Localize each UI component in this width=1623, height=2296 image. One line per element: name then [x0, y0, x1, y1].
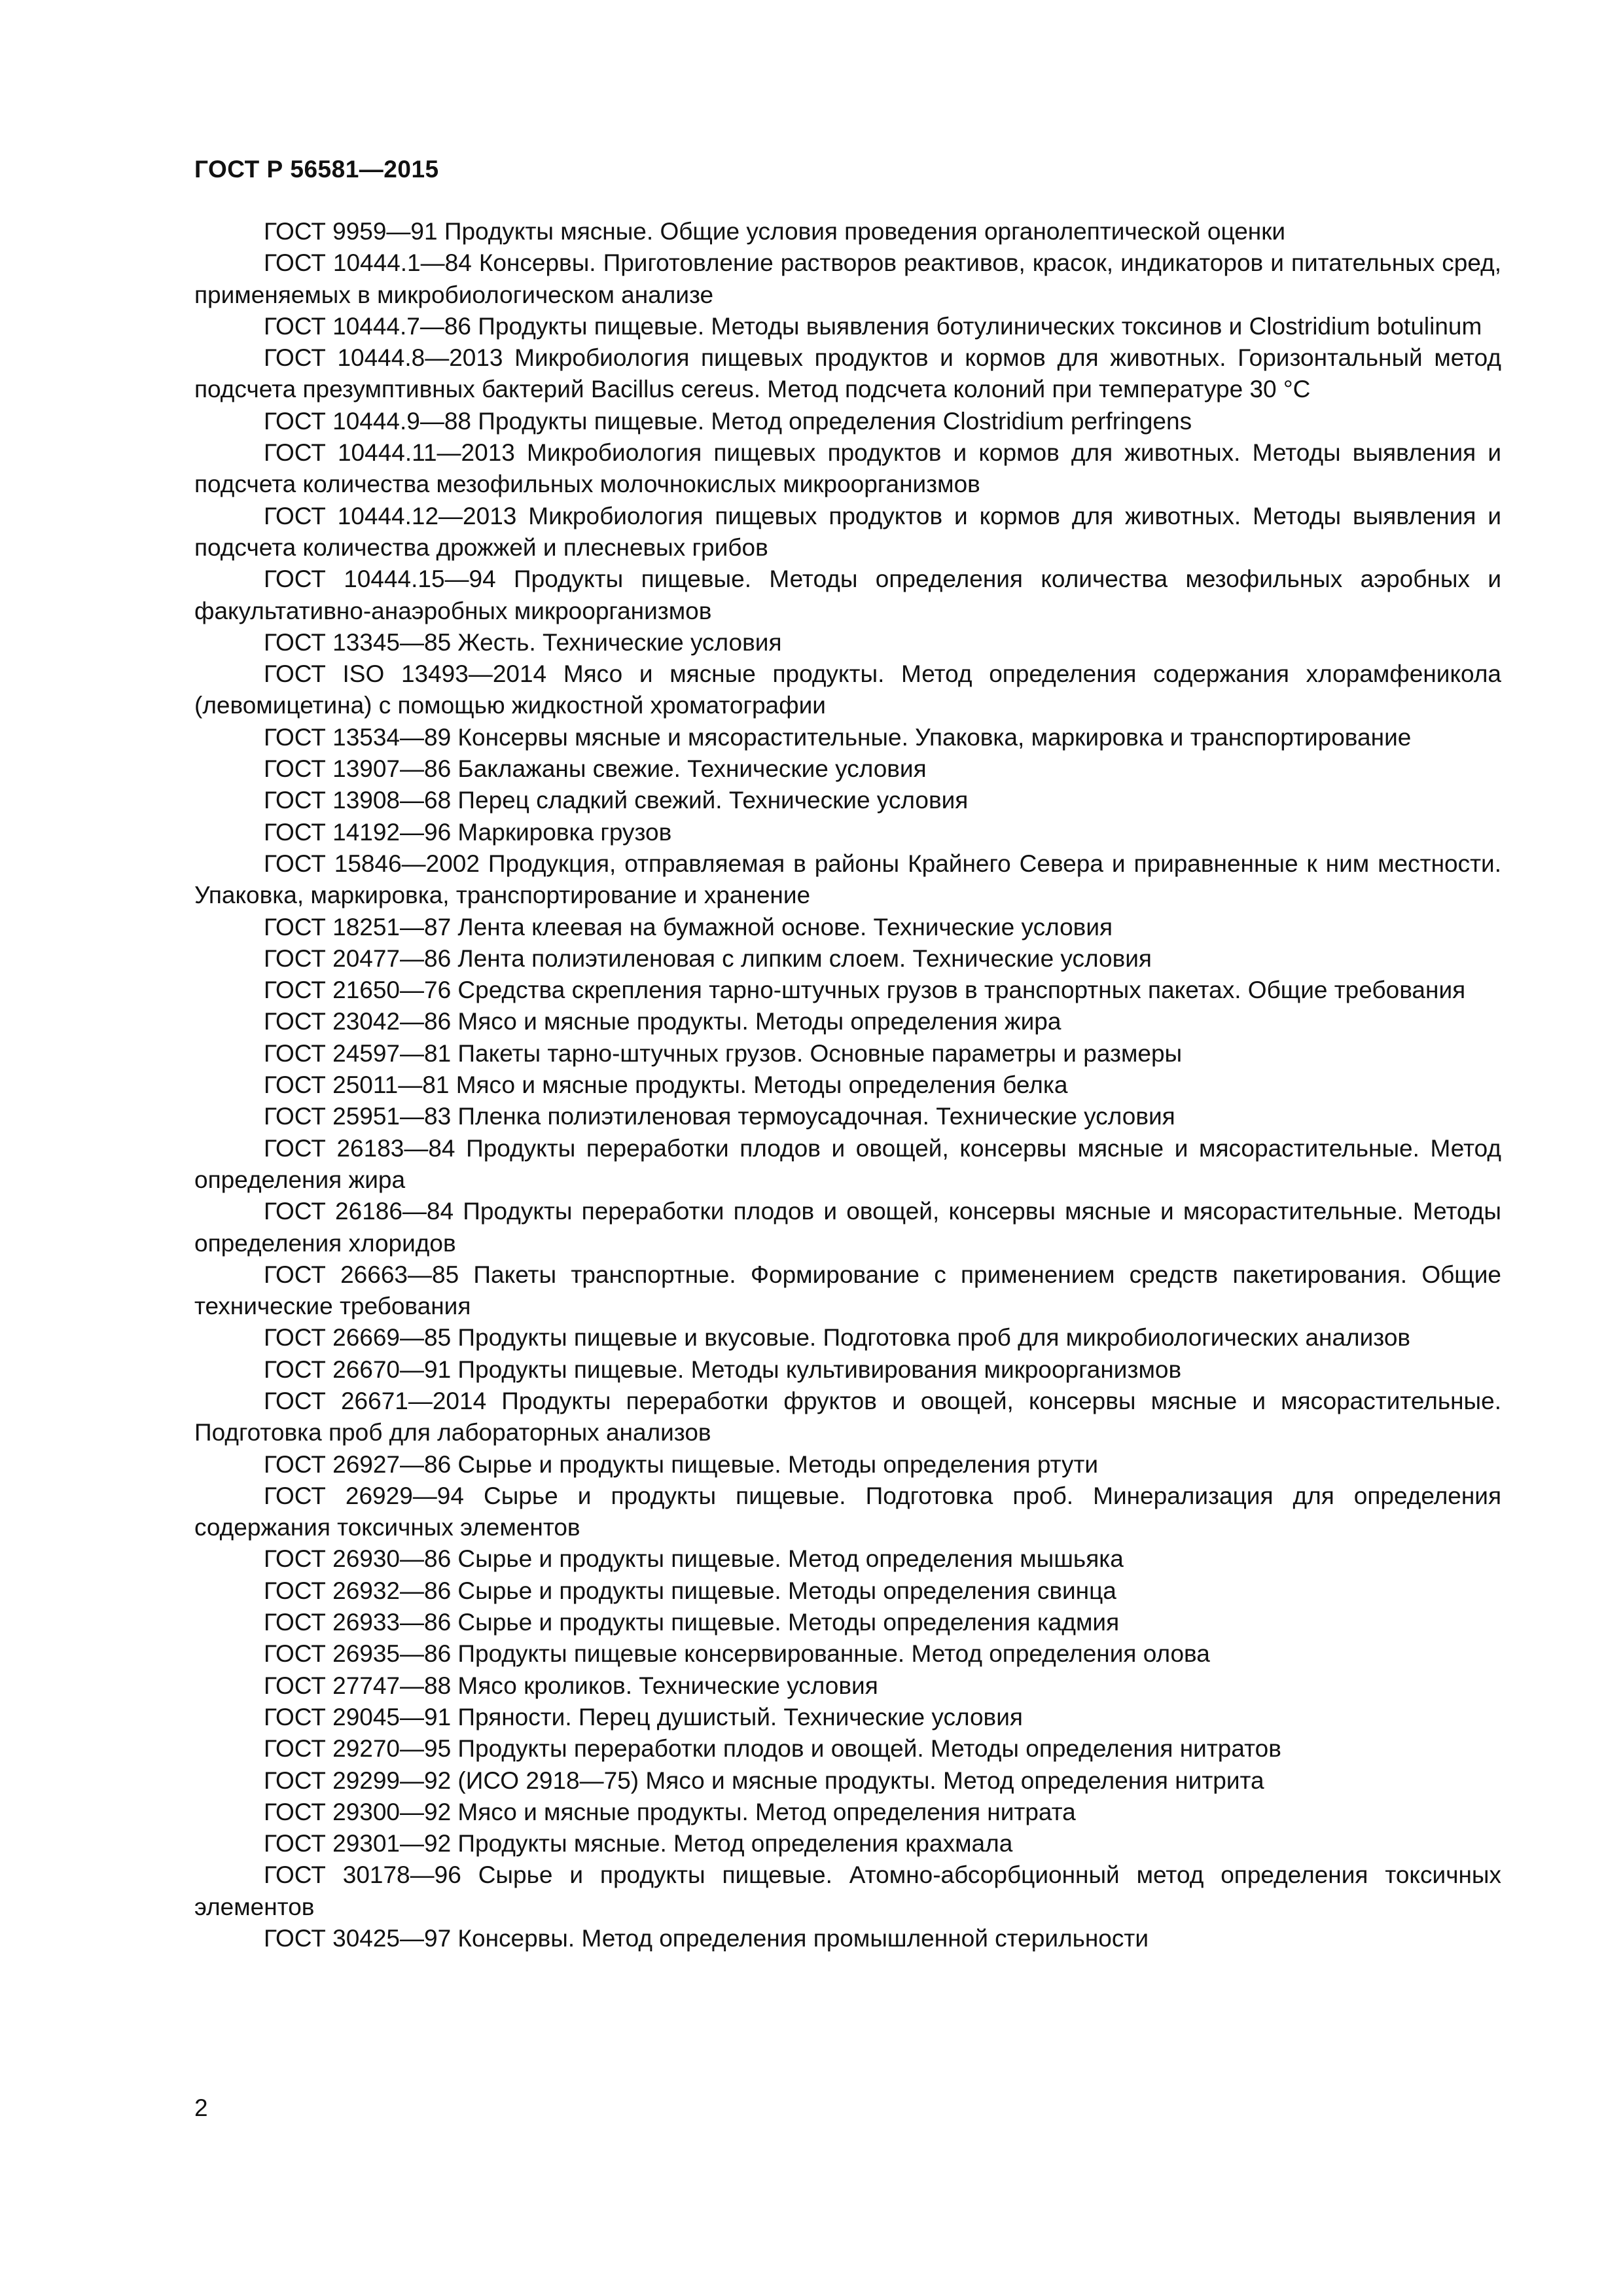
reference-entry: ГОСТ 10444.12—2013 Микробиология пищевых продуктов и кормов для животных. Методы выявления и подсчета количества дрожжей и плесневых грибов [194, 502, 1501, 561]
reference-entry: ГОСТ 24597—81 Пакеты тарно-штучных грузов. Основные параметры и размеры [264, 1039, 1183, 1067]
reference-entry: ГОСТ 26663—85 Пакеты транспортные. Формирование с применением средств пакетирования. Общие технические требования [194, 1261, 1501, 1320]
reference-entry: ГОСТ 26927—86 Сырье и продукты пищевые. Методы определения ртути [264, 1450, 1099, 1478]
reference-entry: ГОСТ 25011—81 Мясо и мясные продукты. Методы определения белка [264, 1071, 1068, 1099]
reference-entry: ГОСТ 10444.11—2013 Микробиология пищевых продуктов и кормов для животных. Методы выявления и подсчета количества мезофильных молочнокислых микроорганизмов [194, 439, 1501, 498]
reference-entry: ГОСТ 23042—86 Мясо и мясные продукты. Методы определения жира [264, 1008, 1061, 1035]
reference-entry: ГОСТ ISO 13493—2014 Мясо и мясные продукты. Метод определения содержания хлорамфеникола (левомицетина) с помощью жидкостной хроматографии [194, 660, 1501, 719]
reference-entry: ГОСТ 13907—86 Баклажаны свежие. Технические условия [264, 755, 927, 783]
reference-entry: ГОСТ 10444.1—84 Консервы. Приготовление растворов реактивов, красок, индикаторов и питательных сред, применяемых в микробиологическом анализе [194, 249, 1501, 308]
reference-entry: ГОСТ 10444.8—2013 Микробиология пищевых продуктов и кормов для животных. Горизонтальный метод подсчета презумптивных бактерий Bacillus cereus. Метод подсчета колоний при температуре 30 °С [194, 344, 1501, 403]
reference-entry: ГОСТ 30425—97 Консервы. Метод определения промышленной стерильности [264, 1925, 1149, 1952]
reference-entry: ГОСТ 29299—92 (ИСО 2918—75) Мясо и мясные продукты. Метод определения нитрита [264, 1767, 1264, 1794]
reference-entry: ГОСТ 26929—94 Сырье и продукты пищевые. Подготовка проб. Минерализация для определения содержания токсичных элементов [194, 1482, 1501, 1541]
document-header: ГОСТ Р 56581—2015 [194, 156, 439, 183]
reference-entry: ГОСТ 26935—86 Продукты пищевые консервированные. Метод определения олова [264, 1640, 1210, 1668]
reference-entry: ГОСТ 20477—86 Лента полиэтиленовая с липким слоем. Технические условия [264, 944, 1152, 972]
reference-entry: ГОСТ 21650—76 Средства скрепления тарно-штучных грузов в транспортных пакетах. Общие требования [264, 977, 1466, 1004]
reference-entry: ГОСТ 26671—2014 Продукты переработки фруктов и овощей, консервы мясные и мясорастительные. Подготовка проб для лабораторных анализов [194, 1387, 1501, 1446]
reference-entry: ГОСТ 26932—86 Сырье и продукты пищевые. Методы определения свинца [264, 1577, 1116, 1604]
reference-entry: ГОСТ 30178—96 Сырье и продукты пищевые. Атомно-абсорбционный метод определения токсичных элементов [194, 1861, 1501, 1920]
reference-entry: ГОСТ 15846—2002 Продукция, отправляемая в районы Крайнего Севера и приравненные к ним местности. Упаковка, маркировка, транспортирование и хранение [194, 850, 1501, 909]
reference-entry: ГОСТ 26669—85 Продукты пищевые и вкусовые. Подготовка проб для микробиологических анализов [264, 1324, 1411, 1352]
reference-entry: ГОСТ 29045—91 Пряности. Перец душистый. Технические условия [264, 1703, 1023, 1731]
reference-entry: ГОСТ 10444.15—94 Продукты пищевые. Методы определения количества мезофильных аэробных и факультативно-анаэробных микроорганизмов [194, 565, 1501, 624]
reference-entry: ГОСТ 14192—96 Маркировка грузов [264, 818, 672, 846]
reference-entry: ГОСТ 26930—86 Сырье и продукты пищевые. Метод определения мышьяка [264, 1545, 1124, 1573]
reference-entry: ГОСТ 29300—92 Мясо и мясные продукты. Метод определения нитрата [264, 1798, 1076, 1825]
reference-entry: ГОСТ 13345—85 Жесть. Технические условия [264, 628, 782, 656]
reference-entry: ГОСТ 13908—68 Перец сладкий свежий. Технические условия [264, 787, 969, 814]
reference-entry: ГОСТ 10444.9—88 Продукты пищевые. Метод определения Clostridium perfringens [264, 407, 1192, 435]
page-number: 2 [194, 2094, 208, 2121]
reference-entry: ГОСТ 18251—87 Лента клеевая на бумажной основе. Технические условия [264, 913, 1113, 941]
reference-entry: ГОСТ 26933—86 Сырье и продукты пищевые. Методы определения кадмия [264, 1609, 1120, 1636]
reference-entry: ГОСТ 29301—92 Продукты мясные. Метод определения крахмала [264, 1830, 1013, 1857]
normative-references-list [194, 216, 1501, 1954]
reference-entry: ГОСТ 10444.7—86 Продукты пищевые. Методы выявления ботулинических токсинов и Clostridium botulinum [264, 312, 1482, 340]
reference-entry: ГОСТ 27747—88 Мясо кроликов. Технические условия [264, 1672, 878, 1699]
reference-entry: ГОСТ 9959—91 Продукты мясные. Общие условия проведения органолептической оценки [264, 218, 1286, 245]
reference-entry: ГОСТ 13534—89 Консервы мясные и мясорастительные. Упаковка, маркировка и транспортирование [264, 723, 1412, 751]
reference-entry: ГОСТ 26186—84 Продукты переработки плодов и овощей, консервы мясные и мясорастительные. Методы определения хлоридов [194, 1198, 1501, 1257]
reference-entry: ГОСТ 25951—83 Пленка полиэтиленовая термоусадочная. Технические условия [264, 1103, 1175, 1130]
reference-entry: ГОСТ 26670—91 Продукты пищевые. Методы культивирования микроорганизмов [264, 1355, 1182, 1383]
reference-entry: ГОСТ 26183—84 Продукты переработки плодов и овощей, консервы мясные и мясорастительные. Метод определения жира [194, 1134, 1501, 1193]
reference-entry: ГОСТ 29270—95 Продукты переработки плодов и овощей. Методы определения нитратов [264, 1735, 1281, 1763]
